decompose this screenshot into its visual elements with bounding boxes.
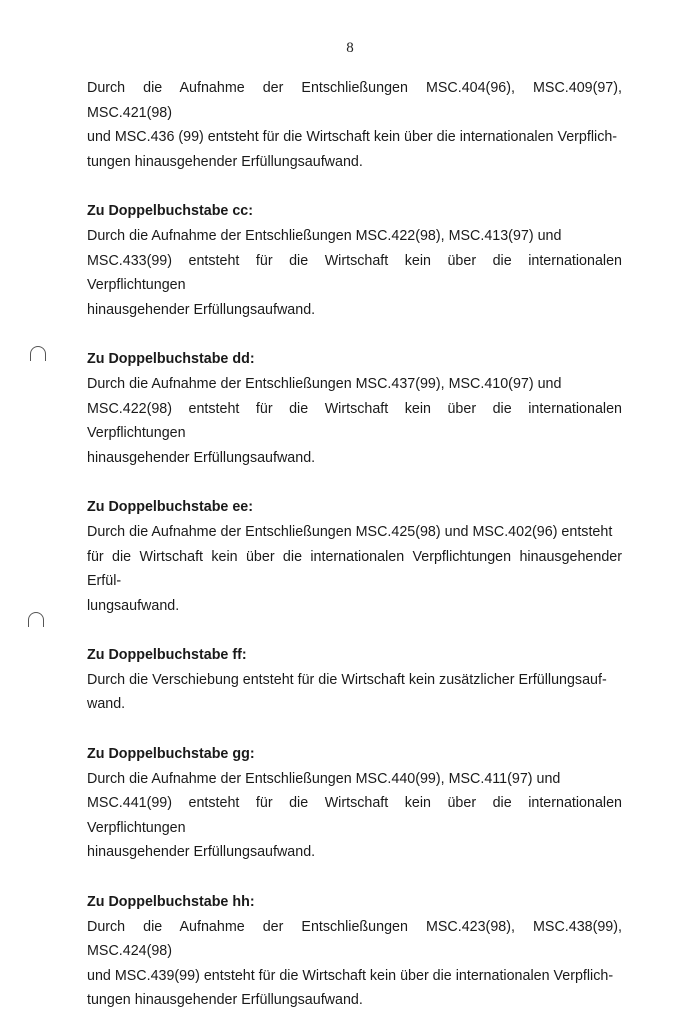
document-body bbox=[87, 76, 622, 1013]
paragraph-line: MSC.441(99) entsteht für die Wirtschaft kein über die internationalen Verpflichtungen bbox=[87, 795, 622, 836]
section-ff bbox=[87, 643, 622, 717]
intro-paragraph bbox=[87, 76, 622, 174]
punch-hole-mark-bottom bbox=[28, 612, 44, 627]
paragraph-line: hinausgehender Erfüllungsaufwand. bbox=[87, 301, 316, 318]
paragraph-line: für die Wirtschaft kein über die internationalen Verpflichtungen hinausgehender Erfül- bbox=[87, 548, 622, 590]
paragraph-line: Durch die Aufnahme der Entschließungen MSC.425(98) und MSC.402(96) entsteht bbox=[87, 523, 613, 540]
paragraph-line: und MSC.436 (99) entsteht für die Wirtschaft kein über die internationalen Verpflich- bbox=[87, 129, 618, 146]
paragraph-line: hinausgehender Erfüllungsaufwand. bbox=[87, 844, 316, 861]
paragraph-line: Durch die Verschiebung entsteht für die Wirtschaft kein zusätzlicher Erfüllungsauf- bbox=[87, 671, 607, 688]
paragraph-line: hinausgehender Erfüllungsaufwand. bbox=[87, 449, 316, 466]
section-hh bbox=[87, 890, 622, 1013]
paragraph-line: Durch die Aufnahme der Entschließungen MSC.423(98), MSC.438(99), MSC.424(98) bbox=[87, 918, 622, 960]
paragraph-line: Durch die Aufnahme der Entschließungen MSC.404(96), MSC.409(97), MSC.421(98) bbox=[87, 80, 622, 121]
paragraph-line: Durch die Aufnahme der Entschließungen MSC.437(99), MSC.410(97) und bbox=[87, 375, 562, 392]
paragraph-line: MSC.422(98) entsteht für die Wirtschaft kein über die internationalen Verpflichtungen bbox=[87, 400, 622, 442]
section-cc bbox=[87, 199, 622, 322]
section-ee bbox=[87, 495, 622, 618]
section-heading: Zu Doppelbuchstabe hh: bbox=[87, 894, 255, 911]
section-dd bbox=[87, 347, 622, 470]
section-heading: Zu Doppelbuchstabe ee: bbox=[87, 499, 254, 516]
paragraph-line: MSC.433(99) entsteht für die Wirtschaft kein über die internationalen Verpflichtungen bbox=[87, 252, 622, 294]
paragraph-line: tungen hinausgehender Erfüllungsaufwand. bbox=[87, 992, 363, 1009]
section-heading: Zu Doppelbuchstabe ff: bbox=[87, 647, 247, 664]
paragraph-line: und MSC.439(99) entsteht für die Wirtschaft kein über die internationalen Verpflich- bbox=[87, 967, 614, 984]
punch-hole-mark-top bbox=[30, 346, 46, 361]
section-heading: Zu Doppelbuchstabe cc: bbox=[87, 203, 254, 220]
paragraph-line: tungen hinausgehender Erfüllungsaufwand. bbox=[87, 153, 363, 170]
paragraph-line: wand. bbox=[87, 696, 126, 713]
paragraph-line: Durch die Aufnahme der Entschließungen MSC.422(98), MSC.413(97) und bbox=[87, 227, 562, 244]
paragraph-line: lungsaufwand. bbox=[87, 597, 180, 614]
section-heading: Zu Doppelbuchstabe dd: bbox=[87, 351, 255, 368]
section-gg bbox=[87, 742, 622, 865]
page-number: 8 bbox=[346, 40, 354, 56]
paragraph-line: Durch die Aufnahme der Entschließungen MSC.440(99), MSC.411(97) und bbox=[87, 770, 561, 787]
section-heading: Zu Doppelbuchstabe gg: bbox=[87, 746, 255, 763]
